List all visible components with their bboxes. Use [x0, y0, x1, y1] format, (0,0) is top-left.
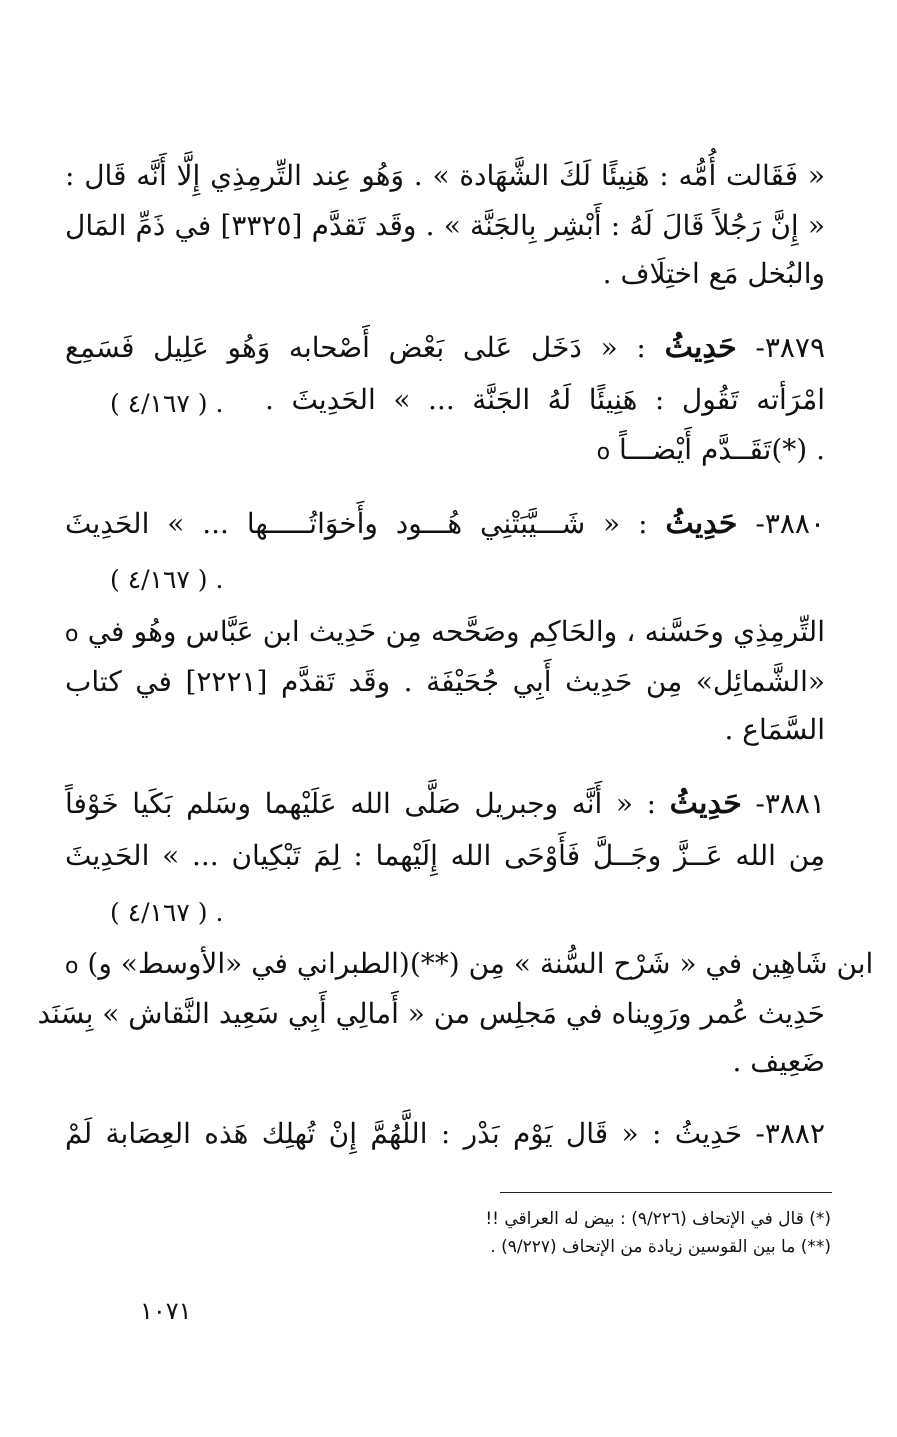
- intro-line-1: « فَقَالت أُمُّه : هَنِيئًا لَكَ الشَّهَادة » . وَهُو عِند التِّرمِذِي إِلَّا أَنَّه قَال :: [65, 159, 825, 192]
- hadith-text: : « أَنَّه وجبريل صَلَّى الله عَلَيْهما وسَلم بَكَيا خَوْفاً: [65, 787, 657, 820]
- hadith-3881-note-line-2: حَدِيث عُمر ورَوِيناه في مَجلِس من « أَمالِي أَبِي سَعِيد النَّقاش » بِسَنَد: [37, 997, 825, 1030]
- hadith-3879-note: [65, 430, 825, 470]
- hadith-keyword: حَدِيثُ: [669, 786, 742, 821]
- intro-line-3: والبُخل مَع اختِلَاف .: [602, 257, 825, 290]
- circle-bullet-icon: o: [65, 622, 79, 647]
- hadith-3881-line-1: [65, 784, 825, 824]
- circle-bullet-icon: o: [596, 440, 611, 465]
- hadith-keyword: حَدِيثُ: [665, 506, 738, 541]
- hadith-3882-line-1: ٣٨٨٢- حَدِيثُ : « قَال يَوْم بَدْر : اللَّهُمَّ إِنْ تُهلِك هَذه العِصَابة لَمْ: [65, 1117, 825, 1150]
- hadith-text: : « دَخَل عَلى بَعْض أَصْحابه وَهُو عَلِيل فَسَمِع: [65, 331, 646, 364]
- hadith-3881-reference: ( ٤/١٦٧ ) .: [110, 898, 224, 927]
- footnote-divider: [500, 1192, 832, 1193]
- footnote-1: (*) قال في الإتحاف (٩/٢٢٦) : بيض له العراقي !!: [485, 1209, 831, 1229]
- hadith-3881-note-line-3: ضَعِيف .: [732, 1045, 825, 1078]
- hadith-3879-line-1: [65, 328, 825, 368]
- hadith-text: : « شَـــيَّبَتْنِي هُـــود وأَخوَاتُـــــها ... » الحَدِيثَ: [65, 507, 648, 540]
- hadith-3880-note-line-3: السَّمَاع .: [724, 713, 825, 746]
- footnote-2: (**) ما بين القوسين زيادة من الإتحاف (٩/٢٢٧) .: [490, 1237, 831, 1257]
- hadith-number: ٣٨٨٠-: [755, 507, 825, 540]
- hadith-3879-reference: ( ٤/١٦٧ ) .: [110, 389, 224, 418]
- hadith-3881-line-2: مِن الله عَــزَّ وجَــلَّ فَأَوْحَى الله إِلَيْهما : لِمَ تَبْكِيان ... » الحَدِيثَ: [65, 839, 825, 872]
- hadith-3880-note-line-2: «الشَّمائِل» مِن حَدِيث أَبِي جُحَيْفَة . وقَد تَقدَّم [٢٢٢١] في كتاب: [65, 665, 825, 698]
- circle-bullet-icon: o: [65, 954, 79, 979]
- hadith-3881-note-line-1: [65, 944, 874, 984]
- hadith-3879-line-2: امْرَأته تَقُول : هَنِيئًا لَهُ الجَنَّة ... » الحَدِيثَ .: [265, 383, 825, 416]
- hadith-number: ٣٨٧٩-: [755, 331, 825, 364]
- note-text: (الطبراني في «الأوسط» و)(**) ابن شَاهِين في « شَرْح السُّنة » مِن: [87, 947, 874, 980]
- hadith-keyword: حَدِيثُ: [664, 330, 737, 365]
- hadith-number: ٣٨٨١-: [755, 787, 825, 820]
- note-text: تَقَــدَّم أَيْضـــاً(*) .: [619, 433, 825, 466]
- hadith-3880-line-1: [65, 504, 825, 544]
- page-number: ١٠٧١: [140, 1297, 192, 1325]
- hadith-3880-note-line-1: [65, 612, 825, 652]
- note-text: التِّرمِذِي وحَسَّنه ، والحَاكِم وصَحَّحه مِن حَدِيث ابن عَبَّاس وهُو في: [87, 615, 825, 648]
- hadith-3880-reference: ( ٤/١٦٧ ) .: [110, 565, 224, 594]
- intro-line-2: « إِنَّ رَجُلاً قَالَ لَهُ : أَبْشِر بِالجَنَّة » . وقَد تَقدَّم [٣٣٢٥] في ذَمِّ المَال: [65, 209, 825, 242]
